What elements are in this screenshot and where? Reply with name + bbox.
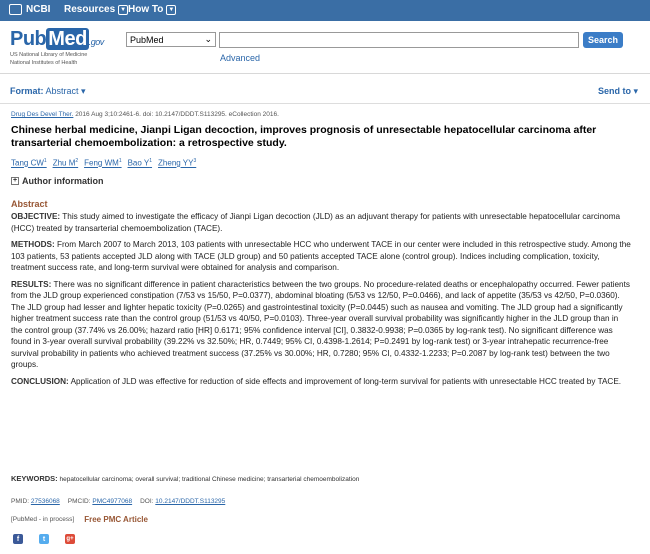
article-identifiers bbox=[11, 498, 225, 505]
twitter-icon[interactable]: t bbox=[39, 534, 49, 544]
pubmed-logo[interactable] bbox=[10, 28, 104, 67]
pubmed-status: [PubMed - in process] bbox=[11, 516, 75, 523]
methods-section: METHODS: From March 2007 to March 2013, 103 patients with unresectable HCC who underwent TACE in our center were included in this retrospective study. Among the 103 patients, 53 patients accepted JLD along with TACE (JLD group) and 50 patients accepted TACE alone (control group). Indices including complication, toxicity, treatment success rate, and long-term survival were obtained for analysis and comparison. bbox=[11, 240, 631, 272]
abstract-body bbox=[11, 211, 631, 392]
send-to-dropdown[interactable] bbox=[598, 86, 638, 97]
ncbi-logo[interactable] bbox=[9, 4, 50, 15]
send-to-label: Send to bbox=[597, 86, 631, 96]
ncbi-brand: NCBI bbox=[26, 4, 51, 15]
pmcid-link[interactable]: PMC4977068 bbox=[92, 498, 133, 505]
search-input[interactable] bbox=[219, 32, 579, 48]
facebook-icon[interactable]: f bbox=[13, 534, 23, 544]
nih-subtitle: National Institutes of Health bbox=[10, 60, 78, 66]
format-value: Abstract bbox=[45, 86, 79, 96]
search-header bbox=[0, 21, 650, 74]
pmcid: PMCID: PMC4977068 bbox=[67, 498, 133, 505]
format-dropdown[interactable]: Format: Abstract ▾ bbox=[10, 86, 86, 96]
ncbi-logo-icon bbox=[9, 4, 22, 15]
howto-menu[interactable] bbox=[128, 4, 176, 15]
author-info-toggle[interactable] bbox=[11, 176, 104, 186]
chevron-down-icon: ▾ bbox=[633, 86, 638, 96]
objective-section: OBJECTIVE: This study aimed to investigate the efficacy of Jianpi Ligan decoction (JLD) as an adjuvant therapy for patients with unresectable hepatocellular carcinoma (HCC) treated by transarterial chemoembolization (TACE). bbox=[11, 212, 621, 233]
author-link[interactable]: Zheng $YY^3$ bbox=[158, 158, 197, 168]
google-plus-icon[interactable]: g+ bbox=[66, 536, 74, 542]
format-bar bbox=[0, 76, 650, 104]
journal-link[interactable]: Drug Des Devel Ther. bbox=[11, 111, 74, 118]
results-section: RESULTS: There was no significant difference in patient characteristics between the two groups. No procedure-related deaths or encephalopathy occurred. Fewer patients from the JLD group experienced constipation (7/53 vs 15/50, P=0.0377), abdominal bloating (5/53 vs 12/50, P=0.0466), and lack of appetite (35/53 vs 42/50, P=0.0360). The JLD group had lesser and lighter hepatic toxicity (P=0.0265) and gastrointestinal toxicity (P=0.0445) such as nausea and vomiting. The JLD group had a significantly higher treatment success rate than the control group (51/53 vs 40/50, P=0.0103). Three-year overall survival probability was significantly higher in the JLD group than in the control group (37.74% vs 26.00%; hazard ratio [HR] 0.6171; 95% confidence interval [CI], 0.3832-0.9938; P=0.0365 by log-rank test). No significant difference was found in 3-year overall survival probability (39.22% vs 32.50%; HR, 0.7449; 95% CI, 0.4398-1.2614; P=0.2491 by log-rank test) or 3-year intrahepatic recurrence-free survival probability in patients who achieved treatment success (37.25% vs 30.00%; HR, 0.7280; 95% CI, 0.4332-1.2233; P=0.2087 by log-rank test) between the two groups. bbox=[11, 279, 630, 369]
citation bbox=[11, 111, 279, 118]
author-info-label: Author information bbox=[22, 176, 104, 186]
author-link[interactable]: Feng $WM^1$ bbox=[84, 158, 122, 168]
chevron-down-icon: ▼ bbox=[118, 5, 128, 15]
expand-plus-icon: + bbox=[12, 177, 18, 184]
free-pmc-article-link[interactable]: Free PMC Article bbox=[84, 515, 148, 524]
resources-menu[interactable] bbox=[64, 4, 128, 15]
doi: DOI: 10.2147/DDDT.S113295 bbox=[140, 498, 226, 505]
author-link[interactable]: Bao $Y^1$ bbox=[127, 158, 153, 168]
author-link[interactable]: Zhu $M^2$ bbox=[52, 158, 79, 168]
chevron-down-icon: ⌄ bbox=[204, 34, 212, 44]
share-buttons bbox=[13, 534, 75, 544]
author-link[interactable]: Tang $CW^1$ bbox=[11, 158, 47, 168]
pmid: PMID: 27536068 bbox=[11, 498, 60, 505]
database-select[interactable] bbox=[126, 32, 216, 47]
pubmed-wordmark: Pub Med .gov bbox=[10, 28, 104, 50]
doi-link[interactable]: 10.2147/DDDT.S113295 bbox=[155, 498, 226, 505]
nlm-subtitle: US National Library of Medicine bbox=[10, 52, 88, 58]
status-row bbox=[11, 515, 148, 524]
keywords: KEYWORDS: hepatocellular carcinoma; overall survival; traditional Chinese medicine; transarterial chemoembolization bbox=[11, 474, 360, 483]
chevron-down-icon: ▼ bbox=[166, 5, 176, 15]
chevron-down-icon: ▾ bbox=[81, 86, 86, 96]
abstract-heading: Abstract bbox=[11, 199, 48, 209]
search-button[interactable]: Search bbox=[583, 32, 623, 48]
citation-details: 2016 Aug 3;10:2461-6. doi: 10.2147/DDDT.S113295. eCollection 2016. bbox=[73, 111, 279, 118]
advanced-search-link[interactable]: Advanced bbox=[220, 53, 261, 63]
pmid-link[interactable]: 27536068 bbox=[30, 498, 60, 505]
ncbi-topbar bbox=[0, 0, 650, 21]
howto-label: How To bbox=[128, 4, 164, 15]
database-select-value: PubMed bbox=[130, 34, 164, 45]
conclusion-section: CONCLUSION: Application of JLD was effective for reduction of side effects and improvement of long-term survival for patients with unresectable HCC treated by TACE. bbox=[11, 376, 622, 386]
resources-label: Resources bbox=[64, 4, 116, 15]
author-list bbox=[11, 158, 196, 168]
article-title: Chinese herbal medicine, Jianpi Ligan decoction, improves prognosis of unresectable hepatocellular carcinoma after transarterial chemoembolization: a retrospective study. bbox=[11, 124, 597, 149]
